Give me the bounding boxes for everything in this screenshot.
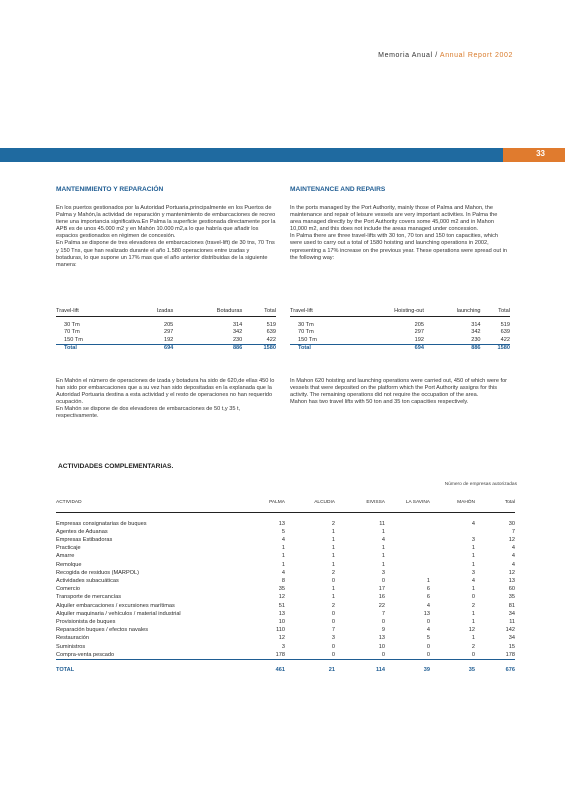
column-header: MAHÓN [430,494,475,512]
table-cell: 639 [266,329,276,335]
table-cell: 1 [381,553,385,560]
table-cell: 1 [281,561,285,568]
table-cell: 2 [471,602,475,609]
table-cell: 205 [414,321,424,328]
table-cell: 3 [471,536,475,543]
table-row [290,337,510,345]
table-cell: 1 [331,528,335,535]
total-cell: 676 [475,659,515,675]
column-header: Travel-lift [290,302,353,316]
report-title: Memoria Anual / Annual Report 2002 [378,52,513,59]
activities-heading: ACTIVIDADES COMPLEMENTARIAS. [58,463,174,470]
table-cell: 11 [509,618,515,625]
table-cell: 12 [508,536,515,543]
travel-lift-table-en [290,302,510,353]
table-row [56,569,515,577]
table-cell: 178 [275,651,285,658]
table-cell: 1 [381,528,385,535]
table-cell: 17 [378,586,385,593]
table-row [56,337,276,345]
table-cell: 13 [423,610,430,617]
table-cell: 4 [511,553,515,560]
paragraph: Mahon has two travel lifts with 50 ton and 35 ton capacities respectively. [290,399,469,406]
table-cell: 519 [500,321,510,328]
total-cell: TOTAL [56,659,225,675]
table-cell: 6 [426,586,430,593]
table-cell: 0 [471,651,475,658]
table-cell: 4 [281,569,285,576]
table-row [56,561,515,569]
table-cell: 192 [163,336,174,343]
table-cell: 1 [331,553,335,560]
table-row [56,544,515,552]
table-row [56,329,276,337]
table-cell: Transporte de mercancías [56,594,122,601]
table-cell [385,544,430,552]
table-cell: 142 [505,627,515,634]
table-cell: 0 [331,610,335,617]
right-column [290,186,510,262]
total-cell: 1580 [481,345,510,353]
table-cell: 3 [471,569,475,576]
table-cell [385,536,430,544]
table-cell: 6 [426,594,430,601]
table-cell: 1 [471,545,475,552]
table-cell: 13 [508,577,515,584]
table-cell: 3 [281,643,285,650]
table-cell [385,512,430,528]
table-row [56,626,515,634]
table-cell: 297 [414,329,424,335]
table-cell: 2 [331,520,335,527]
table-cell: 70 Tm [64,329,80,335]
total-cell: 886 [173,345,242,353]
table-cell: 422 [266,336,276,343]
table-cell: 314 [471,321,481,328]
table-cell: Empresas Estibadoras [56,536,113,543]
column-header: Hoisting-out [353,302,424,316]
table-cell: 2 [331,569,335,576]
table-cell [430,528,475,536]
table-cell: 11 [379,520,385,527]
table-cell: 230 [232,336,243,343]
total-cell: 886 [424,345,481,353]
table-cell: 5 [426,635,430,642]
table-cell: 15 [508,643,515,650]
table-cell: 30 Tm [64,321,80,328]
table-cell: 0 [381,577,385,584]
header-band [0,148,565,162]
table-row [56,585,515,593]
table-cell: 13 [278,520,285,527]
table-cell [385,552,430,560]
paragraph: En Palma se dispone de tres elevadores de embarcaciones (travel-lift) de 30 tns, 70 Tns y 150 Tns, que han realizado durante el año 1.580 operaciones entre izadas y botaduras, lo que supone un 17% mas que el año anterior distribuidas de la siguiente manera: [56,240,275,268]
table-cell: 35 [278,586,285,593]
table-cell: 1 [381,545,385,552]
total-cell: Total [290,345,353,353]
table-cell: 110 [276,627,285,634]
paragraph: En los puertos gestionados por la Autoridad Portuaria,principalmente en los Puertos de Palma y Mahón,la actividad de reparación y mantenimiento de embarcaciones de recreo tiene una importancia significativa.En Palma la superficie gestionada directamente por la APB es de unos 45.000 m2 y en Mahón 10.000 m2,a lo que habría que añadir los espacios gestionados en régimen de concesión. [56,205,276,240]
total-cell: 694 [353,345,424,353]
table-cell: 205 [163,321,174,328]
table-cell: 342 [232,329,243,335]
column-header: launching [424,302,481,316]
paragraph: In the ports managed by the Port Authority, mainly those of Palma and Mahon, the maintenance and repair of leisure vessels are very important activities. In Palma the area managed directly by the Port Authority covers some 45,000 m2 and in Mahon 10,000 m2, and this does not include the areas managed under concession. [290,205,498,233]
table-row [56,593,515,601]
table-cell: 34 [508,610,515,617]
column-header: Total [475,494,515,512]
table-cell: 1 [381,561,385,568]
table-cell: 4 [471,520,475,527]
table-cell: 22 [378,602,385,609]
table-cell: 1 [471,553,475,560]
table-cell: 1 [331,594,335,601]
total-cell: 35 [430,659,475,675]
table-cell: 12 [278,594,285,601]
table-cell: 1 [471,618,475,625]
activities-table [56,494,515,675]
paragraph: En Mahón el número de operaciones de izada y botadura ha sido de 620,de ellas 450 lo han sido por embarcaciones que a su vez han sido depositadas en la explanada que la Autoridad Portuaria destina a esta actividad y el resto de operaciones no han requerido ocupación. [56,378,275,406]
table-cell: 1 [281,553,285,560]
total-cell: 694 [129,345,174,353]
table-cell: 0 [331,651,335,658]
table-cell: 4 [426,627,430,634]
total-cell: 461 [225,659,285,675]
table-cell: 150 Tm [298,336,317,343]
table-cell: 30 Tm [298,321,314,328]
column-header: PALMA [225,494,285,512]
table-cell [385,528,430,536]
table-cell: Remolque [56,561,82,568]
table-cell: 12 [278,635,285,642]
table-cell: Suministros [56,643,86,650]
table-cell: Actividades subacuáticas [56,577,119,584]
table-cell: 639 [500,329,510,335]
table-cell [385,561,430,569]
table-cell: Empresas consignatarias de buques [56,520,147,527]
right-lower-text [290,378,510,406]
table-cell: 34 [508,635,515,642]
table-cell: 1 [471,610,475,617]
table-cell: 7 [381,610,385,617]
table-cell: 4 [471,577,475,584]
table-cell: 3 [381,569,385,576]
page-number: 33 [536,149,545,158]
table-cell: 178 [505,651,515,658]
table-cell: 13 [278,610,285,617]
table-cell: 1 [471,635,475,642]
table-cell: 0 [331,577,335,584]
table-row [56,610,515,618]
table-cell: 230 [471,336,481,343]
table-cell: Reparación buques / efectos navales [56,627,149,634]
table-cell: 0 [381,618,385,625]
total-cell: Total [56,345,129,353]
table-cell: Practicaje [56,545,81,552]
table-cell: 1 [331,545,335,552]
table-cell: 1 [471,586,475,593]
table-cell [385,569,430,577]
table-cell: 13 [378,635,385,642]
table-cell: 4 [281,536,285,543]
table-row [290,329,510,337]
column-header: EIVISSA [335,494,385,512]
table-cell: Amarre [56,553,75,560]
table-cell: 81 [508,602,515,609]
total-row [290,345,510,353]
table-cell: Comercio [56,586,80,593]
column-header: LA SAVINA [385,494,430,512]
table-cell: 1 [331,586,335,593]
table-cell: 0 [331,618,335,625]
table-cell: 0 [331,643,335,650]
column-header: ACTIVIDAD [56,494,225,512]
table-cell: Provisionista de buques [56,618,116,625]
table-cell: 16 [378,594,385,601]
table-cell: 4 [426,602,430,609]
table-cell: 2 [331,602,335,609]
column-header: ALCUDIA [285,494,335,512]
table-cell: Compra-venta pescado [56,651,115,658]
table-cell: 2 [471,643,475,650]
table-header-row [56,302,276,316]
total-cell: 114 [335,659,385,675]
table-header-row [290,302,510,316]
table-row [56,643,515,651]
table-cell: Agentes de Aduanas [56,528,108,535]
table-cell: 3 [331,635,335,642]
column-header: Travel-lift [56,302,129,316]
total-cell: 21 [285,659,335,675]
table-cell: 192 [414,336,424,343]
paragraph: En Mahón se dispone de dos elevadores de embarcaciones de 50 t,y 35 t, respectivamente. [56,406,241,420]
table-cell: Restauración [56,635,89,642]
table-cell: 30 [508,520,515,527]
column-header: Total [242,302,276,316]
table-cell: 1 [281,545,285,552]
table-cell: Alquiler embarcaciones / excursiones marítimas [56,602,175,609]
table-row [56,536,515,544]
table-cell: 7 [331,627,335,634]
table-cell: 4 [511,561,515,568]
column-header: Botaduras [173,302,242,316]
table-cell: 51 [278,602,285,609]
table-cell: 12 [468,627,475,634]
table-cell: 1 [331,536,335,543]
table-row [56,316,276,329]
table-cell: 35 [508,594,515,601]
table-cell: 1 [426,577,430,584]
table-row [56,634,515,642]
table-row [56,651,515,660]
table-cell: 0 [426,618,430,625]
page-tab [503,148,565,162]
table-cell: 0 [471,594,475,601]
table-cell: 297 [163,329,174,335]
table-cell: Recogida de residuos (MARPOL) [56,569,140,576]
table-row [56,528,515,536]
section-heading-es: MANTENIMIENTO Y REPARACIÓN [56,186,164,193]
total-row [56,659,515,675]
table-header-row [56,494,515,512]
table-cell: 8 [281,577,285,584]
table-cell: 60 [508,586,515,593]
table-cell: Alquiler maquinaria / vehículos / material industrial [56,610,181,617]
table-cell: 70 Tm [298,329,314,335]
table-cell: 12 [508,569,515,576]
table-cell: 0 [381,651,385,658]
column-header: Izadas [129,302,174,316]
left-column [56,186,276,269]
total-cell: 39 [385,659,430,675]
table-cell: 10 [278,618,285,625]
column-header: Total [481,302,510,316]
table-cell: 0 [426,651,430,658]
paragraph: In Palma there are three travel-lifts with 30 ton, 70 ton and 150 ton capacities, which were used to carry out a total of 1580 hoisting and launching operations in 2002, representing a 17% increase on the previous year. These operations were spread out in the following way: [290,233,507,261]
table-cell: 150 Tm [64,336,83,343]
table-cell: 4 [511,545,515,552]
left-lower-text [56,378,276,421]
travel-lift-table-es [56,302,276,353]
table-cell: 1 [471,561,475,568]
table-cell: 422 [500,336,510,343]
table-row [56,577,515,585]
table-cell: 4 [381,536,385,543]
table-row [56,552,515,560]
table-row [56,618,515,626]
table-cell: 314 [232,321,243,328]
paragraph: In Mahon 620 hoisting and launching operations were carried out, 450 of which were for vessels that were deposited on the platform which the Port Authority assigns for this activity. The remaining operations did not require the occupation of the area. [290,378,508,399]
table-row [290,316,510,329]
table-cell: 7 [511,528,515,535]
table-row [56,602,515,610]
table-cell: 1 [331,561,335,568]
table-cell: 342 [471,329,481,335]
table-cell: 519 [266,321,276,328]
total-row [56,345,276,353]
total-cell: 1580 [242,345,276,353]
section-heading-en: MAINTENANCE AND REPAIRS [290,186,386,193]
table-cell: 5 [281,528,285,535]
activities-note: Número de empresas autorizadas [444,482,517,487]
table-cell: 10 [378,643,385,650]
table-cell: 0 [426,643,430,650]
table-row [56,512,515,528]
table-cell: 9 [381,627,385,634]
